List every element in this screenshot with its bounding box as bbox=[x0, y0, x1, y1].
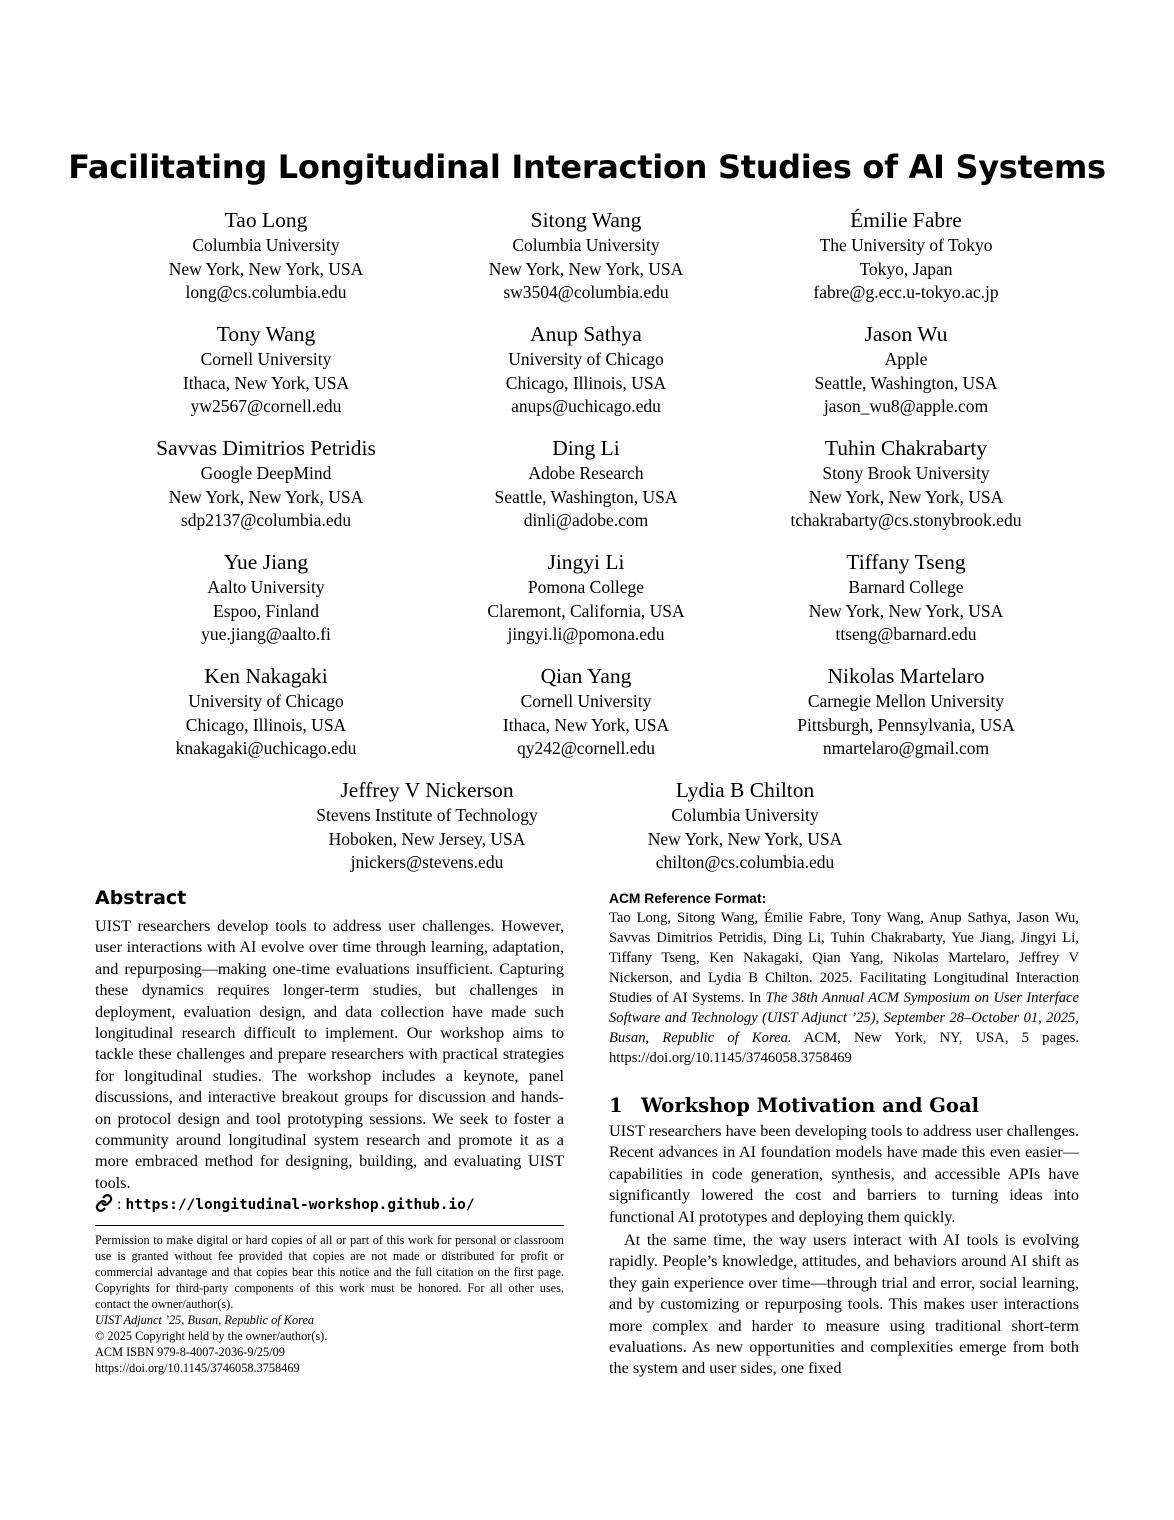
author-entry bbox=[426, 662, 746, 776]
author-email[interactable]: fabre@g.ecc.u-tokyo.ac.jp bbox=[813, 282, 999, 302]
author-email[interactable]: jason_wu8@apple.com bbox=[823, 396, 989, 416]
copyright-line: © 2025 Copyright held by the owner/author(s). bbox=[95, 1329, 328, 1344]
author-name: Savvas Dimitrios Petridis bbox=[156, 436, 376, 460]
reference-format-heading: ACM Reference Format: bbox=[609, 891, 767, 906]
author-email[interactable]: jingyi.li@pomona.edu bbox=[507, 624, 665, 644]
author-row bbox=[106, 320, 1066, 434]
author-affiliation: University of Chicago bbox=[188, 691, 344, 711]
author-name: Qian Yang bbox=[540, 664, 632, 688]
paper-title: Facilitating Longitudinal Interaction Studies of AI Systems bbox=[68, 148, 1106, 186]
workshop-url[interactable]: https://longitudinal-workshop.github.io/ bbox=[125, 1197, 475, 1214]
author-email[interactable]: nmartelaro@gmail.com bbox=[822, 738, 990, 758]
footnote-divider bbox=[95, 1225, 564, 1226]
author-email[interactable]: ttseng@barnard.edu bbox=[835, 624, 977, 644]
author-name: Tony Wang bbox=[216, 322, 316, 346]
author-email[interactable]: tchakrabarty@cs.stonybrook.edu bbox=[790, 510, 1022, 530]
author-entry bbox=[746, 662, 1066, 776]
author-name: Ding Li bbox=[552, 436, 620, 460]
author-location: Hoboken, New Jersey, USA bbox=[328, 828, 526, 849]
author-location: Chicago, Illinois, USA bbox=[505, 372, 667, 393]
author-row bbox=[106, 548, 1066, 662]
author-affiliation: Columbia University bbox=[192, 235, 340, 255]
author-name: Nikolas Martelaro bbox=[827, 664, 985, 688]
author-email[interactable]: qy242@cornell.edu bbox=[516, 738, 656, 758]
author-affiliation: Pomona College bbox=[527, 577, 645, 597]
author-name: Jingyi Li bbox=[547, 550, 625, 574]
author-entry bbox=[426, 434, 746, 548]
author-location: New York, New York, USA bbox=[168, 486, 364, 507]
author-name: Tuhin Chakrabarty bbox=[824, 436, 988, 460]
reference-authors: Tao Long, Sitong Wang, Émilie Fabre, Tony Wang, Anup Sathya, Jason Wu, Savvas Dimitrios Petridis, Ding Li, Tuhin Chakrabarty, Yue Jiang, Jingyi Li, Tiffany Tseng, Ken Nakagaki, Qian Yang, Nikolas Martelaro, Jeffrey V Nickerson, and Lydia B Chilton. 2025. Facilitating Longitudinal Interaction Studies of AI Systems. In bbox=[609, 910, 1079, 1006]
author-affiliation: The University of Tokyo bbox=[819, 235, 993, 255]
reference-venue: The 38th Annual ACM Symposium on User Interface Software and Technology (UIST Adjunct ’25), September 28–October 01, 2025, Busan, Republic of Korea. bbox=[609, 990, 1079, 1046]
author-email[interactable]: anups@uchicago.edu bbox=[511, 396, 661, 416]
author-location: Espoo, Finland bbox=[213, 600, 319, 621]
author-name: Tiffany Tseng bbox=[846, 550, 966, 574]
body-paragraph: At the same time, the way users interact with AI tools is evolving rapidly. People’s knowledge, attitudes, and behaviors around AI shift as they gain experience over time—through trial and error, social learning, and by customizing or repurposing tools. This makes user interactions more complex and harder to measure using traditional short-term evaluations. As new opportunities and complexities emerge from both the system and user sides, one fixed bbox=[609, 1231, 1079, 1378]
author-name: Jason Wu bbox=[864, 322, 948, 346]
author-name: Lydia B Chilton bbox=[675, 778, 815, 802]
author-name: Émilie Fabre bbox=[850, 208, 962, 232]
author-location: Ithaca, New York, USA bbox=[502, 714, 670, 735]
left-column bbox=[95, 884, 564, 1376]
author-affiliation: University of Chicago bbox=[508, 349, 664, 369]
author-entry bbox=[106, 548, 426, 662]
author-email[interactable]: jnickers@stevens.edu bbox=[350, 852, 504, 872]
author-location: Seattle, Washington, USA bbox=[814, 372, 998, 393]
author-location: Claremont, California, USA bbox=[487, 600, 685, 621]
author-affiliation: Stevens Institute of Technology bbox=[316, 805, 538, 825]
author-entry bbox=[106, 206, 426, 320]
author-entry bbox=[586, 776, 904, 890]
author-affiliation: Stony Brook University bbox=[822, 463, 990, 483]
author-location: Pittsburgh, Pennsylvania, USA bbox=[797, 714, 1015, 735]
author-row bbox=[106, 662, 1066, 776]
abstract-text: UIST researchers develop tools to address user challenges. However, user interactions with AI evolve over time through learning, adaptation, and repurposing—making one-time evaluations insufficient. Capturing these dynamics requires longer-term studies, but challenges in deployment, evaluation design, and data collection have made such longitudinal research difficult to implement. Our workshop aims to tackle these challenges and prepare researchers with practical strategies for longitudinal studies. The workshop includes a keynote, panel discussions, and interactive breakout groups for discussion and hands-on protocol design and tool prototyping sessions. We seek to foster a community around longitudinal system research and promote it as a more embraced method for designing, building, and evaluating UIST tools. bbox=[95, 917, 564, 1192]
author-name: Anup Sathya bbox=[530, 322, 642, 346]
author-location: Chicago, Illinois, USA bbox=[185, 714, 347, 735]
author-entry bbox=[746, 320, 1066, 434]
right-column bbox=[609, 890, 1079, 1380]
author-affiliation: Cornell University bbox=[200, 349, 332, 369]
author-row bbox=[106, 434, 1066, 548]
author-entry bbox=[106, 320, 426, 434]
doi-link[interactable]: https://doi.org/10.1145/3746058.3758469 bbox=[95, 1361, 300, 1376]
author-entry bbox=[426, 548, 746, 662]
author-location: Tokyo, Japan bbox=[859, 258, 953, 279]
author-row bbox=[106, 776, 1066, 890]
reference-tail: ACM, New York, NY, USA, 5 pages. https://doi.org/10.1145/3746058.3758469 bbox=[609, 1030, 1080, 1066]
author-name: Yue Jiang bbox=[223, 550, 309, 574]
author-affiliation: Carnegie Mellon University bbox=[807, 691, 1005, 711]
author-entry bbox=[746, 548, 1066, 662]
reference-format-text bbox=[609, 908, 1079, 1068]
author-email[interactable]: sdp2137@columbia.edu bbox=[180, 510, 352, 530]
author-entry bbox=[746, 206, 1066, 320]
author-block bbox=[106, 206, 1066, 890]
author-row bbox=[106, 206, 1066, 320]
section-heading bbox=[609, 1093, 1079, 1119]
author-name: Ken Nakagaki bbox=[204, 664, 328, 688]
abstract-heading: Abstract bbox=[95, 887, 187, 909]
author-email[interactable]: sw3504@columbia.edu bbox=[503, 282, 669, 302]
author-name: Tao Long bbox=[224, 208, 308, 232]
author-name: Jeffrey V Nickerson bbox=[340, 778, 514, 802]
author-email[interactable]: knakagaki@uchicago.edu bbox=[175, 738, 357, 758]
section-number: 1 bbox=[609, 1094, 623, 1117]
link-icon bbox=[95, 1196, 117, 1213]
author-affiliation: Google DeepMind bbox=[200, 463, 332, 483]
author-entry bbox=[106, 662, 426, 776]
author-affiliation: Barnard College bbox=[848, 577, 964, 597]
author-entry bbox=[106, 434, 426, 548]
author-entry bbox=[426, 206, 746, 320]
author-location: New York, New York, USA bbox=[647, 828, 843, 849]
body-paragraph: UIST researchers have been developing tools to address user challenges. Recent advances in AI foundation models have made this even easier—capabilities in code generation, synthesis, and accessible APIs have significantly lowered the cost and barriers to turning ideas into functional AI prototypes and deploying them quickly. bbox=[609, 1122, 1079, 1226]
author-location: New York, New York, USA bbox=[488, 258, 684, 279]
author-email[interactable]: yw2567@cornell.edu bbox=[190, 396, 342, 416]
isbn-line: ACM ISBN 979-8-4007-2036-9/25/09 bbox=[95, 1345, 285, 1360]
workshop-link[interactable] bbox=[95, 1194, 564, 1216]
author-entry bbox=[268, 776, 586, 890]
venue-line: UIST Adjunct ’25, Busan, Republic of Korea bbox=[95, 1313, 315, 1328]
author-location: Ithaca, New York, USA bbox=[182, 372, 350, 393]
permission-notice: Permission to make digital or hard copies of all or part of this work for personal or classroom use is granted without fee provided that copies are not made or distributed for profit or commercial advantage and that copies bear this notice and the full citation on the first page. Copyrights for third-party components of this work must be honored. For all other uses, contact the owner/author(s). bbox=[95, 1233, 564, 1312]
author-email[interactable]: yue.jiang@aalto.fi bbox=[201, 624, 331, 644]
author-location: New York, New York, USA bbox=[808, 600, 1004, 621]
author-affiliation: Cornell University bbox=[520, 691, 652, 711]
author-email[interactable]: chilton@cs.columbia.edu bbox=[655, 852, 835, 872]
author-entry bbox=[426, 320, 746, 434]
link-separator: : bbox=[117, 1196, 122, 1214]
author-affiliation: Apple bbox=[884, 349, 928, 369]
section-title: Workshop Motivation and Goal bbox=[641, 1094, 979, 1117]
author-affiliation: Adobe Research bbox=[528, 463, 644, 483]
author-email[interactable]: long@cs.columbia.edu bbox=[185, 282, 347, 302]
author-location: Seattle, Washington, USA bbox=[494, 486, 678, 507]
author-entry bbox=[746, 434, 1066, 548]
author-location: New York, New York, USA bbox=[808, 486, 1004, 507]
author-email[interactable]: dinli@adobe.com bbox=[523, 510, 649, 530]
author-affiliation: Columbia University bbox=[512, 235, 660, 255]
author-affiliation: Columbia University bbox=[671, 805, 819, 825]
author-location: New York, New York, USA bbox=[168, 258, 364, 279]
author-affiliation: Aalto University bbox=[207, 577, 325, 597]
author-name: Sitong Wang bbox=[530, 208, 642, 232]
